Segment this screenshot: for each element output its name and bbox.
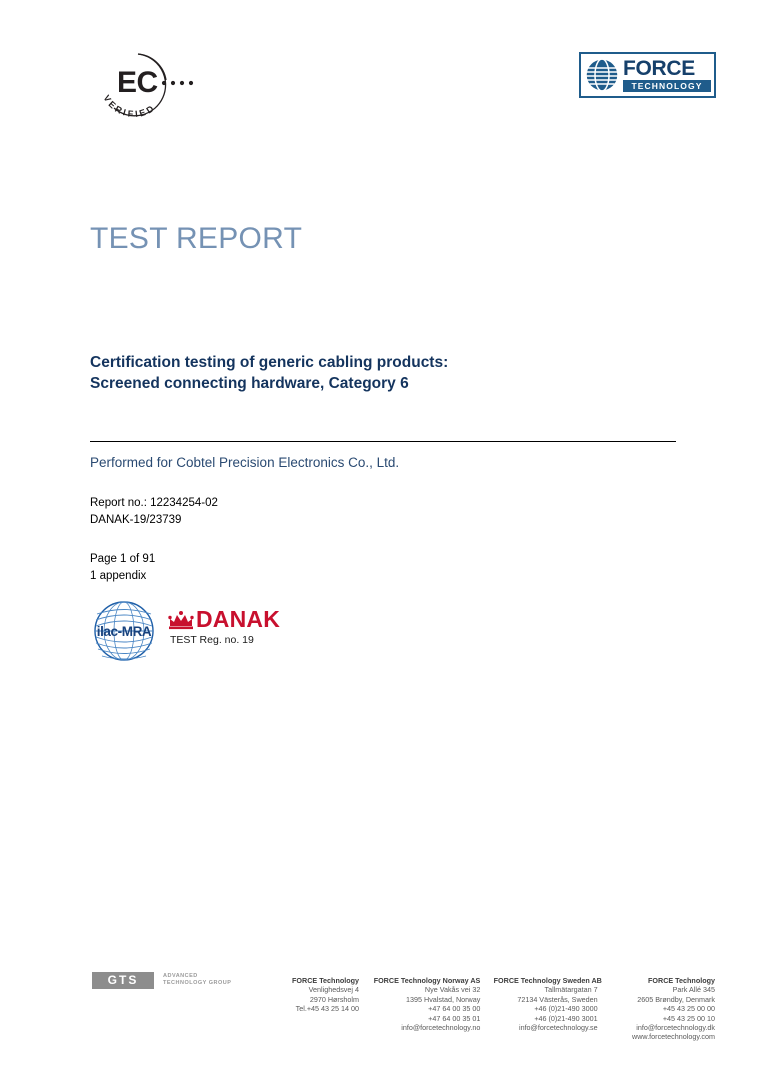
office-name: FORCE Technology	[648, 976, 715, 985]
office-phone: Tel.+45 43 25 14 00	[295, 1004, 359, 1014]
danak-logo	[168, 600, 280, 646]
performed-for-client: Performed for Cobtel Precision Electronics Co., Ltd.	[90, 455, 400, 470]
office-address-line: 1395 Hvalstad, Norway	[406, 994, 481, 1004]
office-address-line: Venlighedsvej 4	[308, 985, 359, 995]
office-denmark-hoersholm	[275, 976, 359, 1014]
office-name: FORCE Technology	[292, 976, 359, 985]
report-identifiers	[90, 495, 218, 529]
accreditation-logos	[90, 600, 280, 662]
force-word: FORCE	[623, 57, 696, 80]
footer-office-addresses	[275, 976, 715, 1042]
office-address-line: Park Allé 345	[672, 985, 715, 995]
office-address-line: Tallmätargatan 7	[544, 985, 598, 995]
office-phone: +46 (0)21-490 3000	[534, 1004, 598, 1014]
office-phone: +45 43 25 00 00	[662, 1004, 715, 1014]
office-address-line: 72134 Västerås, Sweden	[517, 994, 598, 1004]
appendix-count: 1 appendix	[90, 570, 147, 582]
document-subject-line-1: Certification testing of generic cabling products:	[90, 354, 449, 371]
danak-row	[168, 608, 280, 631]
office-name: FORCE Technology Norway AS	[373, 976, 481, 985]
office-website[interactable]: www.forcetechnology.com	[632, 1032, 715, 1042]
ilac-mra-globe-icon	[90, 600, 158, 662]
office-name: FORCE Technology Sweden AB	[493, 976, 602, 985]
office-fax: +46 (0)21-490 3001	[534, 1013, 598, 1023]
document-subject-line-2: Screened connecting hardware, Category 6	[90, 375, 409, 392]
gts-badge: GTS	[92, 972, 154, 989]
office-email[interactable]: info@forcetechnology.dk	[636, 1023, 715, 1033]
danak-crown-icon	[168, 610, 194, 630]
page-count: Page 1 of 91	[90, 553, 156, 565]
office-email[interactable]: info@forcetechnology.se	[518, 1023, 598, 1033]
office-sweden	[493, 976, 602, 1033]
document-subject	[90, 352, 690, 394]
force-technology-logo	[579, 52, 716, 98]
office-email[interactable]: info@forcetechnology.no	[401, 1023, 481, 1033]
force-technology-bar: TECHNOLOGY	[623, 80, 711, 92]
danak-reference: DANAK-19/23739	[90, 514, 182, 526]
gts-tagline-line-2: TECHNOLOGY GROUP	[163, 980, 232, 986]
office-address-line: 2605 Brøndby, Denmark	[637, 994, 715, 1004]
page-information	[90, 551, 155, 585]
office-address-line: Nye Vakås vei 32	[424, 985, 481, 995]
gts-tagline	[163, 972, 231, 987]
office-denmark-broendby	[611, 976, 715, 1042]
office-fax: +47 64 00 35 01	[428, 1013, 481, 1023]
gts-tagline-line-1: ADVANCED	[163, 973, 198, 979]
svg-text:ilac-MRA: ilac-MRA	[96, 624, 152, 639]
force-wordmark	[623, 58, 711, 92]
force-globe-icon	[584, 57, 620, 93]
office-address-line: 2970 Hørsholm	[309, 994, 359, 1004]
report-number: Report no.: 12234254-02	[90, 497, 218, 509]
page-title: TEST REPORT	[90, 222, 303, 255]
svg-text:EC: EC	[117, 66, 158, 99]
office-phone: +47 64 00 35 00	[428, 1004, 481, 1014]
page-footer	[0, 966, 764, 1056]
ec-verified-mark	[94, 46, 194, 126]
gts-logo	[92, 972, 231, 989]
danak-word: DANAK	[196, 606, 281, 632]
office-fax: +45 43 25 00 10	[662, 1013, 715, 1023]
horizontal-divider	[90, 441, 676, 442]
office-norway	[372, 976, 480, 1032]
svg-text:VERIFIED: VERIFIED	[101, 93, 158, 120]
danak-registration: TEST Reg. no. 19	[170, 634, 254, 646]
